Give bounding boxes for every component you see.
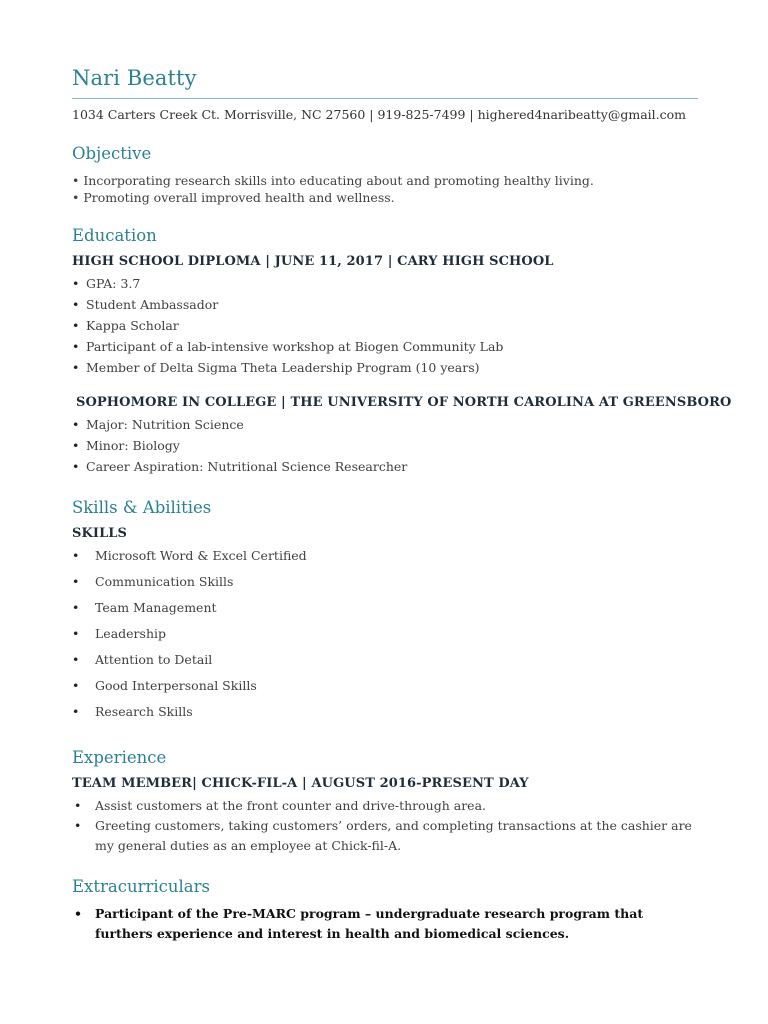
bullet-icon: • — [74, 798, 82, 813]
bullet-icon: • — [72, 704, 80, 719]
education-entry-heading: SOPHOMORE IN COLLEGE | THE UNIVERSITY OF NORTH CAROLINA AT GREENSBORO — [76, 395, 732, 410]
extracurriculars-heading: Extracurriculars — [72, 877, 210, 896]
bullet-icon: • — [72, 459, 80, 474]
skills-list — [72, 543, 307, 725]
list-item: • GPA: 3.7 — [72, 273, 503, 294]
list-item: • Good Interpersonal Skills — [72, 673, 307, 699]
education-entry-heading: HIGH SCHOOL DIPLOMA | JUNE 11, 2017 | CARY HIGH SCHOOL — [72, 254, 554, 269]
bullet-icon: • — [74, 906, 82, 921]
list-item: • Career Aspiration: Nutritional Science Researcher — [72, 456, 407, 477]
list-item: • Greeting customers, taking customers’ orders, and completing transactions at the cashier are my general duties as an employee at Chick-fil-A. — [74, 818, 692, 853]
bullet-icon: • — [72, 626, 80, 641]
resume-name: Nari Beatty — [72, 66, 197, 90]
objective-list — [72, 172, 594, 206]
list-item: • Communication Skills — [72, 569, 307, 595]
list-item: • Microsoft Word & Excel Certified — [72, 543, 307, 569]
extracurriculars-list — [72, 904, 698, 944]
objective-item: • Promoting overall improved health and wellness. — [72, 190, 395, 205]
list-item: • Attention to Detail — [72, 647, 307, 673]
bullet-icon: • — [72, 438, 80, 453]
experience-entry-heading: TEAM MEMBER| CHICK-FIL-A | AUGUST 2016-PRESENT DAY — [72, 776, 529, 791]
list-item: • Member of Delta Sigma Theta Leadership Program (10 years) — [72, 357, 503, 378]
objective-item: • Incorporating research skills into educating about and promoting healthy living. — [72, 173, 594, 188]
bullet-icon: • — [72, 276, 80, 291]
bullet-icon: • — [72, 360, 80, 375]
experience-heading: Experience — [72, 748, 167, 767]
education-entry-list — [72, 414, 407, 477]
bullet-icon: • — [72, 548, 80, 563]
list-item: • Major: Nutrition Science — [72, 414, 407, 435]
bullet-icon: • — [72, 318, 80, 333]
contact-line: 1034 Carters Creek Ct. Morrisville, NC 27560 | 919-825-7499 | highered4naribeatty@gmail.com — [72, 107, 687, 122]
objective-heading: Objective — [72, 144, 152, 163]
education-entry-list — [72, 273, 503, 378]
list-item: • Leadership — [72, 621, 307, 647]
header-divider — [72, 98, 698, 99]
bullet-icon: • — [72, 339, 80, 354]
list-item: • Assist customers at the front counter and drive-through area. — [72, 796, 698, 816]
list-item: • Kappa Scholar — [72, 315, 503, 336]
list-item: • Student Ambassador — [72, 294, 503, 315]
bullet-icon: • — [72, 600, 80, 615]
list-item: • Research Skills — [72, 699, 307, 725]
list-item: • Participant of the Pre-MARC program – undergraduate research program that furthers experience and interest in health and biomedical sciences. — [74, 906, 644, 941]
list-item: • Team Management — [72, 595, 307, 621]
bullet-icon: • — [72, 297, 80, 312]
education-heading: Education — [72, 226, 157, 245]
list-item: • Minor: Biology — [72, 435, 407, 456]
experience-list — [72, 796, 698, 856]
skills-heading: Skills & Abilities — [72, 498, 212, 517]
skills-subheading: SKILLS — [72, 526, 128, 541]
bullet-icon: • — [74, 818, 82, 833]
bullet-icon: • — [72, 652, 80, 667]
list-item: • Participant of a lab-intensive workshop at Biogen Community Lab — [72, 336, 503, 357]
bullet-icon: • — [72, 574, 80, 589]
bullet-icon: • — [72, 678, 80, 693]
bullet-icon: • — [72, 417, 80, 432]
